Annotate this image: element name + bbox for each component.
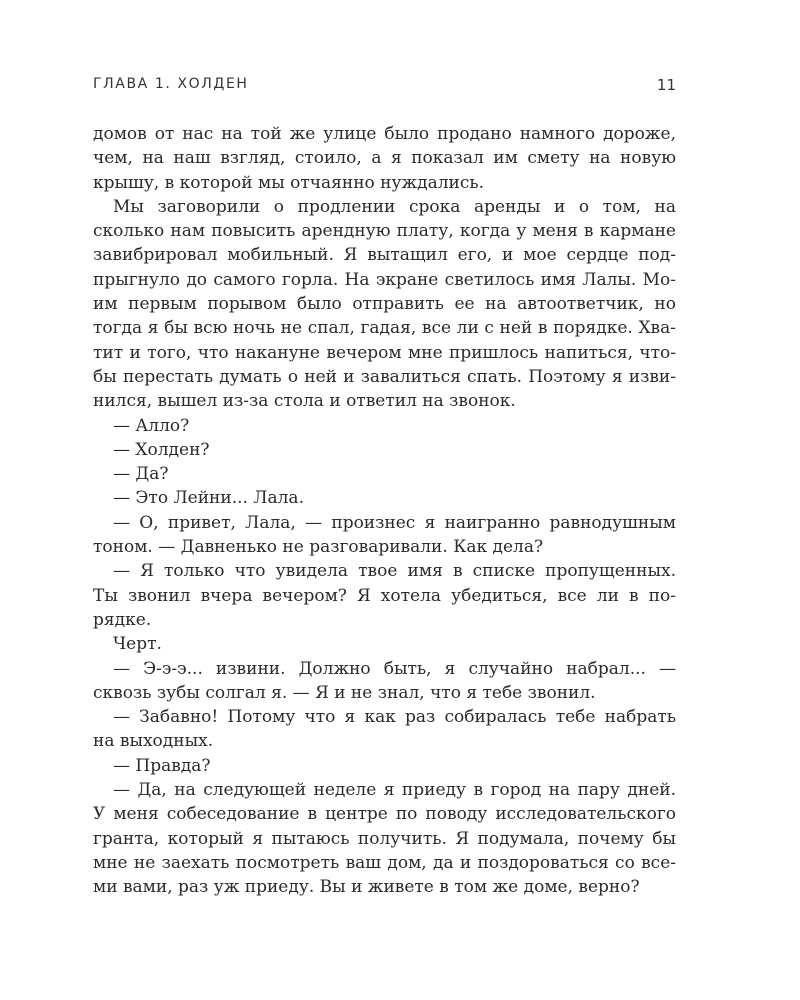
- text-line: Мы заговорили о продлении срока аренды и о том, на: [113, 196, 676, 217]
- text-line: завибрировал мобильный. Я вытащил его, и мое сердце под-: [93, 245, 676, 266]
- page-text: [93, 122, 676, 900]
- text-line: — Алло?: [113, 415, 190, 436]
- text-line: домов от нас на той же улице было продано намного дороже,: [93, 124, 676, 144]
- text-line: тогда я бы всю ночь не спал, гадая, все ли с ней в порядке. Хва-: [93, 318, 676, 339]
- text-line: им первым порывом было отправить ее на автоответчик, но: [93, 294, 676, 315]
- text-line: — Да, на следующей неделе я приеду в город на пару дней.: [113, 780, 676, 801]
- chapter-title: ГЛАВА 1. ХОЛДЕН: [93, 76, 249, 92]
- text-line: бы перестать думать о ней и завалиться спать. Поэтому я изви-: [93, 366, 676, 387]
- text-line: сколько нам повысить арендную плату, когда у меня в кармане: [93, 221, 676, 242]
- page-number: 11: [656, 76, 676, 94]
- text-line: на выходных.: [93, 731, 214, 752]
- text-line: сквозь зубы солгал я. — Я и не знал, что я тебе звонил.: [93, 682, 596, 703]
- text-line: У меня собеседование в центре по поводу исследовательского: [93, 804, 676, 825]
- text-line: крышу, в которой мы отчаянно нуждались.: [93, 172, 485, 193]
- text-line: тоном. — Давненько не разговаривали. Как дела?: [93, 537, 544, 558]
- text-line: — Правда?: [113, 755, 211, 776]
- text-line: мне не заехать посмотреть ваш дом, да и поздороваться со все-: [93, 852, 676, 873]
- text-line: — Да?: [113, 464, 169, 485]
- text-line: ми вами, раз уж приеду. Вы и живете в том же доме, верно?: [93, 877, 640, 898]
- text-line: прыгнуло до самого горла. На экране светилось имя Лалы. Мо-: [93, 269, 676, 290]
- text-line: нился, вышел из-за стола и ответил на звонок.: [93, 391, 516, 412]
- text-line: Черт.: [113, 634, 162, 655]
- text-line: чем, на наш взгляд, стоило, а я показал им смету на новую: [93, 148, 676, 169]
- text-line: — О, привет, Лала, — произнес я наигранно равнодушным: [113, 512, 676, 533]
- text-line: тит и того, что накануне вечером мне пришлось напиться, что-: [93, 342, 676, 363]
- text-line: — Забавно! Потому что я как раз собиралась тебе набрать: [113, 707, 676, 728]
- text-line: — Я только что увидела твое имя в списке пропущенных.: [113, 561, 676, 582]
- text-line: — Холден?: [113, 439, 210, 460]
- text-line: — Это Лейни... Лала.: [113, 488, 304, 509]
- running-head: [93, 76, 676, 96]
- text-line: рядке.: [93, 609, 152, 630]
- text-line: Ты звонил вчера вечером? Я хотела убедиться, все ли в по-: [93, 585, 676, 606]
- text-line: гранта, который я пытаюсь получить. Я подумала, почему бы: [93, 828, 676, 849]
- text-line: — Э-э-э... извини. Должно быть, я случайно набрал... —: [113, 658, 676, 679]
